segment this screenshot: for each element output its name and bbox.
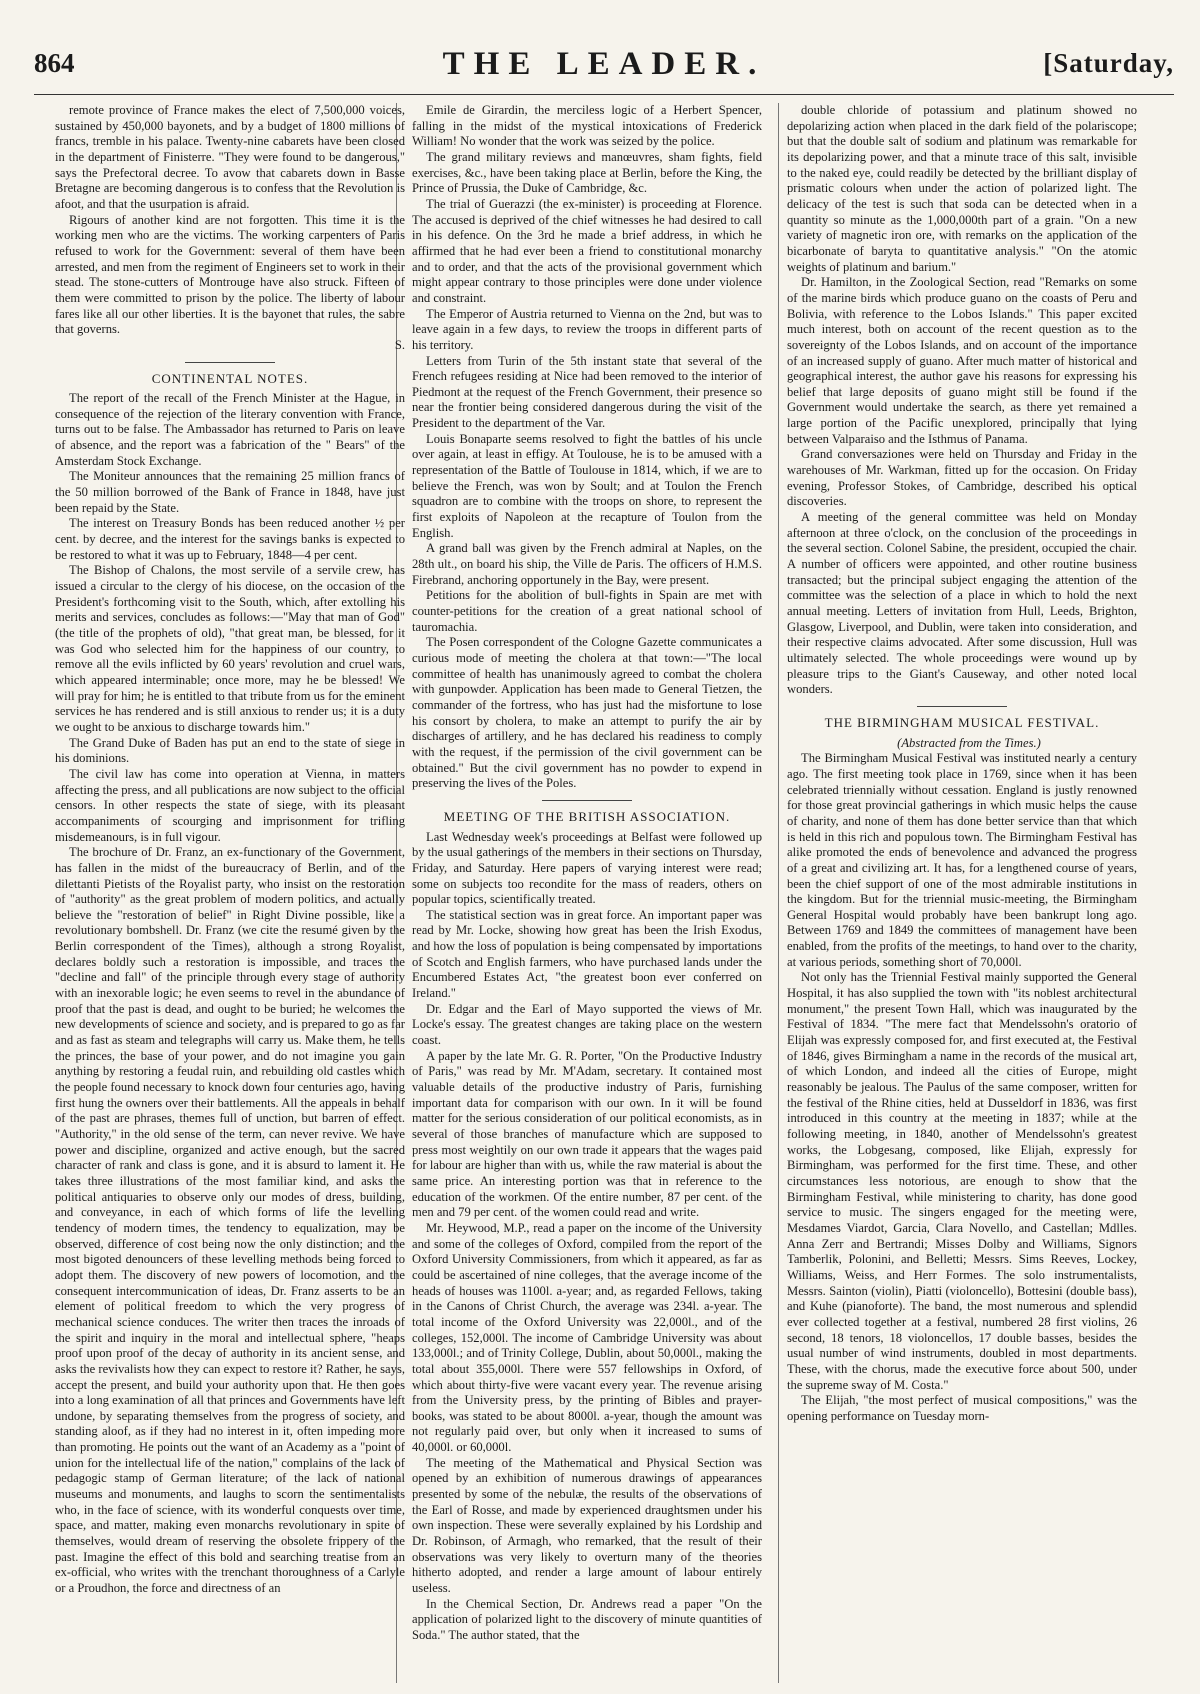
byline: (Abstracted from the Times.)	[897, 735, 1041, 750]
column-3	[787, 103, 1137, 1687]
section-separator	[542, 800, 632, 801]
masthead-rule	[34, 94, 1174, 95]
newspaper-title: THE LEADER.	[442, 46, 766, 82]
paragraph: The civil law has come into operation at Vienna, in matters affecting the press, and all publications are now subject to the official censors. In other respects the state of siege, with its pleasant accompaniments of scourging and imprisonment for trifling misdemeanours, is in full vigour.	[55, 766, 405, 844]
section-heading: MEETING OF THE BRITISH ASSOCIATION.	[443, 808, 731, 824]
paragraph: Emile de Girardin, the merciless logic of a Herbert Spencer, falling in the midst of the mystical intoxications of Frederick William! No wonder that the work was seized by the police.	[412, 103, 762, 149]
paragraph: Mr. Heywood, M.P., read a paper on the income of the University and some of the colleges of Oxford, compiled from the report of the Oxford University Commissioners, from which it appeared, as far as could be ascertained of nine colleges, that the average income of the heads of houses was 1100l. a-year; and, as regarded Fellows, taking in the Canons of Christ Church, the average was 234l. a-year. The total income of the Oxford University was 22,000l., and of the colleges, 152,000l. The income of Cambridge University was about 133,000l.; and of Trinity College, Dublin, about 50,000l., making the total about 355,000l. There were 557 fellowships in Oxford, of which about thirty-five were vacant every year. The revenue arising from the University press, by the printing of Bibles and prayer-books, was stated to be about 8000l. a-year, though the amount was not regularly paid over, but only when it increased to sums of 40,000l. or 60,000l.	[412, 1220, 762, 1455]
paragraph: Louis Bonaparte seems resolved to fight the battles of his uncle over again, at least in effigy. At Toulouse, he is to be amused with a representation of the Battle of Toulouse in 1814, which, if we are to believe the French, was won by Soult; and at Toulon the French squadron are to combine with the troops on shore, to represent the first exploits of Napoleon at the recapture of Toulon from the English.	[412, 431, 762, 540]
paragraph: The meeting of the Mathematical and Physical Section was opened by an exhibition of numerous drawings of appearances presented by some of the nebulæ, the results of the observations of the Earl of Rosse, and made by experienced draughtsmen under his own inspection. These were severally explained by his Lordship and Dr. Robinson, of Armagh, who remarked, that the result of their observations was very likely to overturn many of the theories hitherto adopted, and render a large amount of labour entirely useless.	[412, 1455, 762, 1596]
paragraph: Grand conversaziones were held on Thursday and Friday in the warehouses of Mr. Warkman, fitted up for the occasion. On Friday evening, Professor Stokes, of Cambridge, described his optical discoveries.	[787, 447, 1137, 509]
issue-day: [Saturday,	[1043, 48, 1174, 78]
paragraph: double chloride of potassium and platinum showed no depolarizing action when placed in the dark field of the polariscope; but that the double salt of sodium and platinum was remarkable for its depolarizing power, and that a minute trace of this salt, invisible to the naked eye, could readily be detected by the brilliant display of prismatic colours when under the action of polarized light. The delicacy of the test is such that soda can be detected when in a quantity so minute as the 1,000,000th part of a grain. "On a new variety of magnetic iron ore, with remarks on the application of the bicarbonate of baryta to quantitative analysis." "On the atomic weights of platinum and barium."	[787, 103, 1137, 274]
column-2	[412, 103, 762, 1687]
paragraph: A grand ball was given by the French admiral at Naples, on the 28th ult., on board his ship, the Ville de Paris. The officers of H.M.S. Firebrand, anchoring opportunely in the Bay, were present.	[412, 541, 762, 587]
masthead	[34, 44, 1174, 88]
author-signature: S.	[394, 337, 405, 352]
paragraph: The trial of Guerazzi (the ex-minister) is proceeding at Florence. The accused is deprived of the chief witnesses he had desired to call in his defence. On the 3rd he made a brief address, in which he affirmed that he had ever been a friend to constitutional monarchy and to order, and that the acts of the provisional government which might appear contrary to those principles were done under violence and constraint.	[412, 196, 762, 305]
paragraph: Letters from Turin of the 5th instant state that several of the French refugees residing at Nice had been removed to the interior of Piedmont at the request of the French Government, their presence so near the frontier being considered dangerous during the visit of the President to the department of the Var.	[412, 353, 762, 431]
paragraph: The brochure of Dr. Franz, an ex-functionary of the Government, has fallen in the midst of the bureaucracy of Berlin, and of the dilettanti Pietists of the Royalist party, who insist on the restoration of "authority" as the great problem of modern politics, and actually believe the "restoration of belief" in Right Divine possible, like a revolutionary bombshell. Dr. Franz (we cite the resumé given by the Berlin correspondent of the Times), although a strong Royalist, declares boldly such a restoration is impossible, and traces the "decline and fall" of the principle through every stage of authority with an inexorable logic; he even seems to revel in the abundance of proof that the past is dead, and ought to be buried; he welcomes the new developments of science and society, and is prepared to go as far and as fast as steam and telegraphs will carry us. Make them, he tells the princes, the base of your power, and do not imagine you gain anything by restoring a feudal ruin, and rebuilding old castles which the people found necessary to knock down four centuries ago, having first hung the owners over their battlements. All the appeals in behalf of the past are phrases, themes full of unction, but barren of effect. "Authority," in the old sense of the term, can never revive. We have power and discipline, organized and active enough, but the sacred character of rank and class is gone, and it is absurd to lament it. He takes three illustrations of the most familiar kind, and asks the political antiquaries to observe only our modes of dress, building, and conveyance, in each of which forms of life the levelling tendency of modern times, the tendency to equalization, may be observed, difference of cost being now the only distinction; and the most bigoted denouncers of these levelling methods being forced to adopt them. The discovery of new powers of locomotion, and the consequent intercommunication of ideas, Dr. Franz asserts to be an element of political freedom to which the very progress of mechanical science conduces. The writer then traces the inroads of the spirit and inquiry in the moral and intellectual sphere, "heaps proof upon proof of the decay of authority in its ancient sense, and asks the revivalists how they can expect to restore it? Rather, he says, accept the present, and build your authority upon that. He then goes into a long examination of all that princes and Governments have left undone, by separating themselves from the progress of society, and standing aloof, as if they had no interest in it, often impeding more than promoting. He points out the want of an Academy as a "point of union for the intellectual life of the nation," complains of the lack of pedagogic stamp of German literature; of the lack of national museums and monuments, and laughs to scorn the sentimentalists who, in the face of science, with its wonderful conquests over time, space, and matter, making even monarchs revolutionary in spite of themselves, would dream of reserving the obsolete frippery of the past. Imagine the effect of this bold and searching treatise from an ex-official, who writes with the trenchant thoroughness of a Carlyle or a Proudhon, the force and directness of an	[55, 845, 405, 1596]
paragraph: The report of the recall of the French Minister at the Hague, in consequence of the rejection of the literary convention with France, turns out to be false. The Ambassador has returned to Paris on leave of absence, and the report was a fabrication of the " Bears" of the Amsterdam Stock Exchange.	[55, 391, 405, 468]
paragraph: The Elijah, "the most perfect of musical compositions," was the opening performance on Tuesday morn-	[787, 1393, 1137, 1423]
paragraph: The grand military reviews and manœuvres, sham fights, field exercises, &c., have been taking place at Berlin, before the King, the Prince of Prussia, the Duke of Cambridge, &c.	[412, 149, 762, 196]
paragraph: The Posen correspondent of the Cologne Gazette communicates a curious mode of meeting the cholera at that town:—"The local committee of health has unanimously agreed to combat the cholera with gunpowder. Application has been made to General Tietzen, the commander of the fortress, who has just had the misfortune to lose his consort by cholera, to make an attempt to purify the air by discharges of artillery, and he has declared his readiness to comply with the request, if the permission of the civil government can be obtained." But the civil government has no powder to expend in preserving the lives of the Poles.	[412, 635, 762, 791]
paragraph: In the Chemical Section, Dr. Andrews read a paper "On the application of polarized light to the discovery of minute quantities of Soda." The author stated, that the	[412, 1596, 762, 1642]
paragraph: Petitions for the abolition of bull-fights in Spain are met with counter-petitions for the creation of a great national school of tauromachia.	[412, 588, 762, 634]
paragraph: The Grand Duke of Baden has put an end to the state of siege in his dominions.	[55, 735, 405, 766]
paragraph: Not only has the Triennial Festival mainly supported the General Hospital, it has also supplied the town with "its noblest architectural monument," the present Town Hall, which was inaugurated by the Festival of 1834. "The mere fact that Mendelssohn's oratorio of Elijah was expressly composed for, and first executed at, the Festival of 1846, gives Birmingham a name in the records of the musical art, of which London, and indeed all the cities of Europe, might reasonably be jealous. The Paulus of the same composer, written for the festival of the Rhine cities, held at Dusseldorf in 1836, was first introduced in this country at the meeting in 1837; while at the following meeting, in 1840, another of Mendelssohn's greatest works, the Lobgesang, composed, like Elijah, expressly for Birmingham, was performed for the first time. These, and other circumstances less notorious, are enough to show that the Birmingham Festival, while ministering to charity, has done good service to music. The singers engaged for the meeting were, Mesdames Viardot, Garcia, Clara Novello, and Castellan; Mdlles. Anna Zerr and Bertrandi; Misses Dolby and Williams, Signors Tamberlik, Polonini, and Belletti; Messrs. Sims Reeves, Lockey, Williams, Weiss, and Herr Formes. The solo instrumentalists, Messrs. Sainton (violin), Piatti (violoncello), Bottesini (double bass), and Kuhe (pianoforte). The band, the most numerous and splendid ever collected together at a festival, numbered 28 first violins, 26 second, 18 tenors, 18 violoncellos, 17 double basses, besides the usual number of wind instruments, doubled in most departments. These, with the chorus, made the executive force about 500, under the supreme sway of M. Costa."	[787, 970, 1137, 1392]
column-divider	[778, 103, 779, 1683]
paragraph: remote province of France makes the elect of 7,500,000 voices, sustained by 450,000 bayonets, and by a budget of 1800 millions of francs, tremble in his palace. Twenty-nine cabarets have been closed in the department of Finisterre. "They were found to be dangerous," says the Prefectoral decree. To avow that cabarets down in Basse Bretagne are becoming dangerous is to confess that the Revolution is afoot, and that the usurpation is afraid.	[55, 103, 405, 211]
section-heading: THE BIRMINGHAM MUSICAL FESTIVAL.	[824, 714, 1100, 730]
column-1	[55, 103, 405, 1687]
paragraph: The Bishop of Chalons, the most servile of a servile crew, has issued a circular to the clergy of his diocese, on the occasion of the President's forthcoming visit to the South, which, after extolling his merits and services, concludes as follows:—"May that man of God" (the title of the prophets of old), "that great man, be blessed, for it was God who selected him for the happiness of our country, to remove all the evils inflicted by 60 years' revolution and cruel wars, which appeared interminable; once more, may he be blessed! We will pray for him; he is entitled to that tribute from us for the eminent services he has rendered and is still anxious to render us; it is a duty we ought to be anxious to discharge towards him."	[55, 563, 405, 734]
paragraph: The interest on Treasury Bonds has been reduced another ½ per cent. by decree, and the interest for the savings banks is expected to be restored to what it was up to February, 1848—4 per cent.	[55, 516, 405, 562]
paragraph: The statistical section was in great force. An important paper was read by Mr. Locke, showing how great has been the Irish Exodus, and how the loss of population is being compensated by importations of Scotch and English farmers, who have purchased lands under the Encumbered Estates Act, "the greatest boon ever conferred on Ireland."	[412, 907, 762, 1001]
paragraph: The Birmingham Musical Festival was instituted nearly a century ago. The first meeting took place in 1769, since when it has been celebrated triennially without cessation. England is justly renowned for those great provincial gatherings in which music helps the cause of charity, and none of them has done better service than that which is held in this rich and populous town. The Birmingham Festival has alike promoted the ends of benevolence and advanced the progress of a great and civilizing art. It has, for a lengthened course of years, been the chief support of one of the most admirable institutions in the kingdom. But for the triennial music-meeting, the Birmingham General Hospital would probably have been bankrupt long ago. Between 1769 and 1849 the committees of management have been enabled, from the profits of the meetings, to hand over to the charity, at various periods, something short of 70,000l.	[787, 751, 1137, 969]
paragraph: Last Wednesday week's proceedings at Belfast were followed up by the usual gatherings of the members in their sections on Thursday, Friday, and Saturday. Here papers of varying interest were read; some on subjects too recondite for the mass of readers, others on popular topics, scientifically treated.	[412, 829, 762, 907]
paragraph: Dr. Hamilton, in the Zoological Section, read "Remarks on some of the marine birds which produce guano on the coasts of Peru and Bolivia, with reference to the Lobos Islands." This paper excited much interest, both on account of the recent question as to the sovereignty of the Lobos Islands, and on account of the importance of an increased supply of guano. After much matter of historical and geographical interest, the author gave his reasons for expressing his belief that large deposits of guano might still be found if the Government would undertake the search, as there yet remained a large portion of the Pacific unexplored, principally that lying between Valparaiso and the Isthmus of Panama.	[787, 275, 1137, 446]
page-number: 864	[34, 48, 75, 78]
paragraph: Dr. Edgar and the Earl of Mayo supported the views of Mr. Locke's essay. The greatest changes are taking place on the western coast.	[412, 1001, 762, 1048]
section-separator	[917, 706, 1007, 707]
paragraph: A paper by the late Mr. G. R. Porter, "On the Productive Industry of Paris," was read by Mr. M'Adam, secretary. It contained most valuable details of the productive industry of Paris, furnishing important data for comparison with our own. In it will be found matter for the serious consideration of our political economists, as in several of those branches of manufacture which are supposed to press most weightily on our own trade it appears that the wages paid for labour are higher than with us, while the raw material is about the same price. An interesting portion was that in reference to the education of the workmen. Of the entire number, 87 per cent. of the men and 79 per cent. of the women could read and write.	[412, 1048, 762, 1220]
paragraph: Rigours of another kind are not forgotten. This time it is the working men who are the victims. The working carpenters of Paris refused to work for the Government: several of them have been arrested, and men from the regiment of Engineers set to work in their stead. The stone-cutters of Montrouge have also struck. Fifteen of them were committed to prison by the police. The liberty of labour fares like all our other liberties. It is the bayonet that rules, the sabre that governs.	[55, 212, 405, 337]
paragraph: The Moniteur announces that the remaining 25 million francs of the 50 million borrowed of the Bank of France in 1848, have just been repaid by the State.	[55, 469, 405, 515]
paragraph: A meeting of the general committee was held on Monday afternoon at three o'clock, on the conclusion of the proceedings in the several section. Colonel Sabine, the president, occupied the chair. A number of officers were appointed, and other routine business transacted; but the principal subject engaging the attention of the committee was the selection of a place in which to hold the next annual meeting. Letters of invitation from Hull, Leeds, Brighton, Glasgow, Liverpool, and Dublin, were taken into consideration, and their respective claims advocated. After some discussion, Hull was ultimately selected. The whole proceedings were wound up by pleasure trips to the Giant's Causeway, and other noted local wonders.	[787, 510, 1137, 697]
section-heading: CONTINENTAL NOTES.	[151, 370, 309, 386]
paragraph: The Emperor of Austria returned to Vienna on the 2nd, but was to leave again in a few days, to review the troops in different parts of his territory.	[412, 306, 762, 352]
section-separator	[185, 362, 275, 363]
